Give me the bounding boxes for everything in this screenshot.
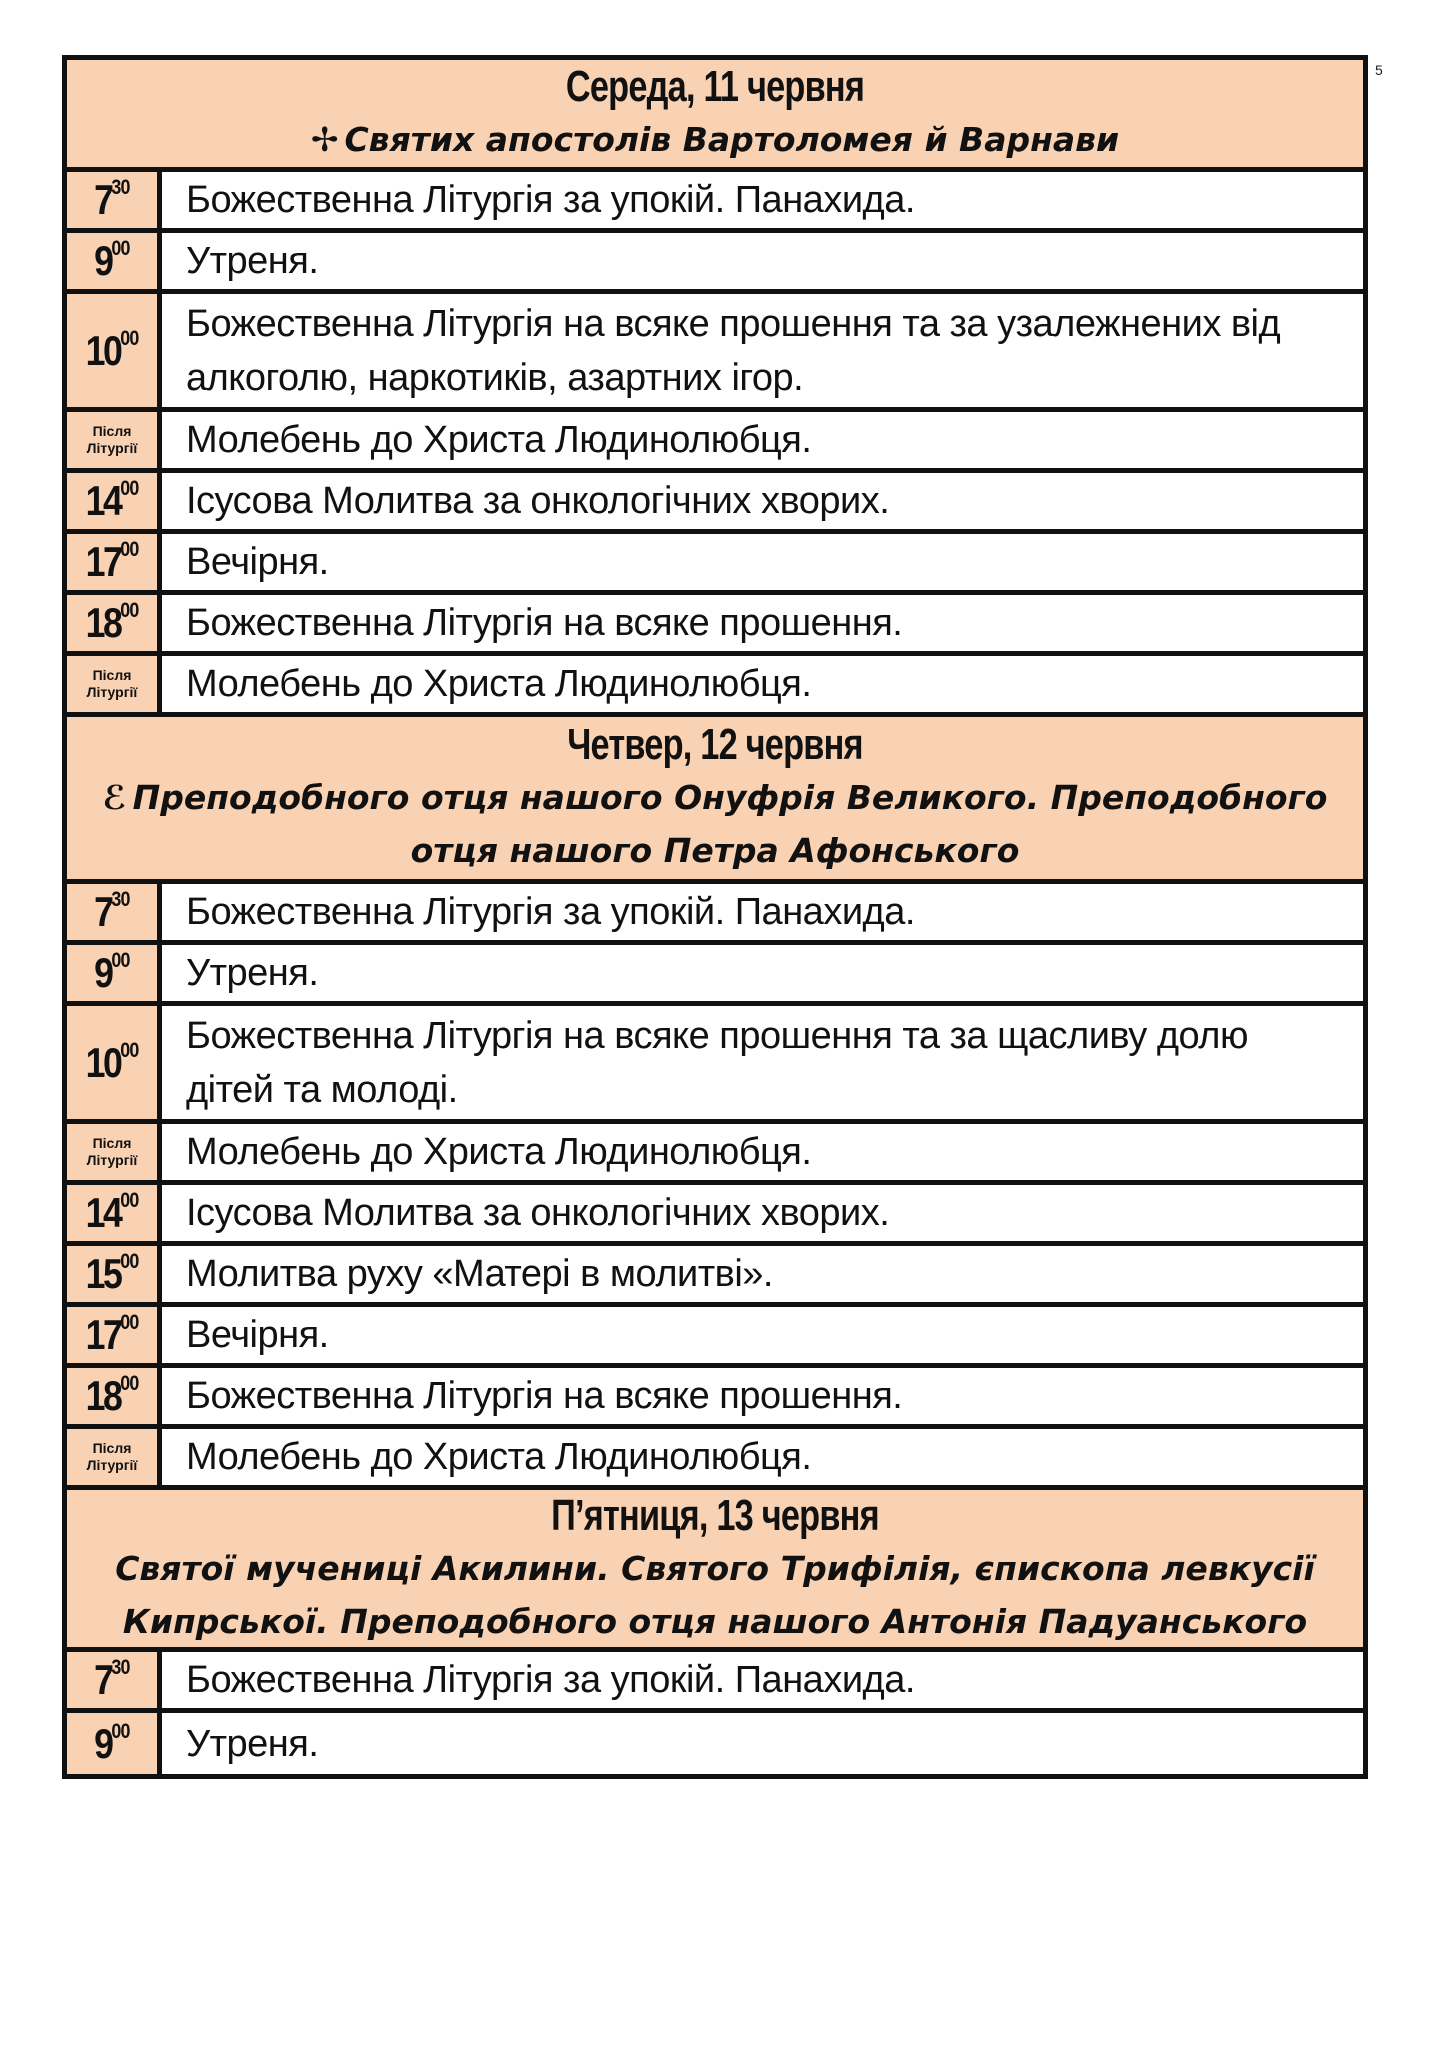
time-cell [67,233,162,289]
minute-value: 00 [120,1189,139,1212]
hour-value: 10 [85,326,121,374]
schedule-row [67,595,1363,656]
time-hour [94,1720,129,1768]
time-cell [67,656,162,712]
event-text: Утреня. [186,1722,319,1765]
event-description [162,595,1363,651]
time-cell [67,1713,162,1774]
event-description [162,412,1363,468]
event-description [162,1246,1363,1302]
day-header [67,717,1363,884]
minute-value: 00 [111,1719,130,1743]
schedule-row [67,473,1363,534]
event-text: Божественна Літургія на всяке прошення. [186,1375,903,1417]
day-title: Середа, 11 червня [565,62,865,111]
schedule-row [67,294,1363,412]
event-text: Молитва руху «Матері в молитві». [186,1253,773,1295]
minute-value: 00 [111,949,130,972]
time-cell [67,1307,162,1363]
note-line: Літургії [86,440,138,456]
hour-value: 14 [85,1189,121,1236]
time-cell [67,294,162,407]
feast-subtitle-text: Преподобного отця нашого Онуфрія Великого. Преподобного отця нашого Петра Афонського [132,778,1328,870]
note-line: Після [92,1135,132,1151]
time-hour [86,1250,139,1298]
time-hour [94,237,129,285]
minute-value: 00 [120,1372,139,1395]
time-hour [86,1311,139,1359]
schedule-row [67,656,1363,717]
schedule-row [67,1713,1363,1774]
schedule-row [67,1124,1363,1185]
hour-value: 15 [85,1250,121,1297]
after-liturgy-note [87,667,138,701]
event-text: Вечірня. [186,1314,329,1356]
event-description [162,1124,1363,1180]
time-hour [86,599,139,647]
note-line: Після [92,423,132,439]
page-number: 5 [1375,62,1383,78]
schedule-row [67,1006,1363,1124]
event-text: Молебень до Христа Людинолюбця. [186,1131,812,1173]
after-liturgy-note [87,1440,138,1474]
schedule-row [67,884,1363,945]
time-cell [67,1124,162,1180]
event-text: Молебень до Христа Людинолюбця. [186,663,812,705]
note-line: Літургії [86,1457,138,1473]
time-cell [67,412,162,468]
event-text: Божественна Літургія за упокій. Панахида. [186,179,915,221]
time-cell [67,1368,162,1424]
cross-icon: ✢ [310,120,339,159]
time-cell [67,534,162,590]
event-description [162,473,1363,529]
time-hour [86,327,139,375]
hour-value: 7 [94,176,112,223]
time-hour [86,1039,139,1087]
schedule-row [67,1652,1363,1713]
event-description [162,656,1363,712]
event-text: Ісусова Молитва за онкологічних хворих. [186,1192,890,1234]
minute-value: 30 [111,176,130,199]
time-cell [67,595,162,651]
note-line: Після [92,667,132,683]
time-hour [94,888,129,936]
after-liturgy-note [87,1135,138,1169]
time-cell [67,884,162,940]
time-cell [67,473,162,529]
schedule-row [67,1429,1363,1490]
time-hour [86,477,139,525]
event-description [162,534,1363,590]
schedule-row [67,1307,1363,1368]
time-cell [67,1429,162,1485]
time-hour [94,949,129,997]
hour-value: 14 [85,477,121,524]
time-cell [67,1006,162,1119]
minute-value: 00 [120,1311,139,1334]
event-text: Молебень до Христа Людинолюбця. [186,1436,812,1478]
time-hour [94,1656,129,1704]
minute-value: 30 [111,888,130,911]
hour-value: 10 [85,1038,121,1086]
minute-value: 30 [111,1656,130,1679]
schedule-table [62,55,1368,1779]
schedule-row [67,172,1363,233]
event-text: Молебень до Христа Людинолюбця. [186,419,812,461]
time-cell [67,1185,162,1241]
event-description [162,1713,1363,1774]
day-header [67,60,1363,172]
event-text: Божественна Літургія за упокій. Панахида. [186,891,915,933]
time-hour [94,176,129,224]
day-title: Четвер, 12 червня [567,720,863,769]
doxology-icon: ℰ [102,778,127,817]
minute-value: 00 [120,1250,139,1273]
hour-value: 9 [94,1719,112,1767]
minute-value: 00 [120,326,139,350]
time-cell [67,945,162,1001]
hour-value: 18 [85,599,121,646]
schedule-row [67,534,1363,595]
event-text: Ісусова Молитва за онкологічних хворих. [186,480,890,522]
feast-subtitle [67,771,1363,877]
schedule-row [67,1185,1363,1246]
event-text: Вечірня. [186,541,329,583]
feast-subtitle [67,113,1363,166]
event-description [162,172,1363,228]
time-cell [67,172,162,228]
event-description [162,1006,1363,1119]
note-line: Після [92,1440,132,1456]
event-text: Божественна Літургія за упокій. Панахида. [186,1659,915,1701]
event-description [162,294,1363,407]
event-description [162,1307,1363,1363]
minute-value: 00 [120,477,139,500]
hour-value: 17 [85,538,121,585]
hour-value: 7 [94,888,112,935]
event-text: Божественна Літургія на всяке прошення та за узалежнених від алкоголю, наркотиків, азартних ігор. [186,302,1281,399]
hour-value: 17 [85,1311,121,1358]
time-cell [67,1652,162,1708]
feast-subtitle [67,1542,1363,1648]
feast-subtitle-text: Святої мучениці Акилини. Святого Трифілія, єпископа левкусії Кипрської. Преподобного отця нашого Антонія Падуанського [115,1548,1315,1641]
day-header [67,1490,1363,1652]
hour-value: 9 [94,237,112,284]
schedule-row [67,1368,1363,1429]
schedule-row [67,233,1363,294]
schedule-row [67,1246,1363,1307]
time-hour [86,1189,139,1237]
hour-value: 9 [94,949,112,996]
hour-value: 18 [85,1372,121,1419]
minute-value: 00 [120,599,139,622]
event-description [162,1429,1363,1485]
time-hour [86,538,139,586]
minute-value: 00 [120,538,139,561]
event-text: Утреня. [186,952,319,994]
event-text: Божественна Літургія на всяке прошення та за щасливу долю дітей та молоді. [186,1014,1248,1111]
event-description [162,1185,1363,1241]
event-description [162,1368,1363,1424]
schedule-row [67,412,1363,473]
hour-value: 7 [94,1656,112,1703]
minute-value: 00 [111,237,130,260]
after-liturgy-note [87,423,138,457]
day-title: П’ятниця, 13 червня [551,1490,879,1540]
event-description [162,1652,1363,1708]
event-description [162,884,1363,940]
time-hour [86,1372,139,1420]
event-text: Утреня. [186,240,319,282]
note-line: Літургії [86,1152,138,1168]
feast-subtitle-text: Святих апостолів Вартоломея й Варнави [344,120,1120,159]
schedule-row [67,945,1363,1006]
time-cell [67,1246,162,1302]
minute-value: 00 [120,1038,139,1062]
event-description [162,233,1363,289]
note-line: Літургії [86,684,138,700]
event-description [162,945,1363,1001]
event-text: Божественна Літургія на всяке прошення. [186,602,903,644]
